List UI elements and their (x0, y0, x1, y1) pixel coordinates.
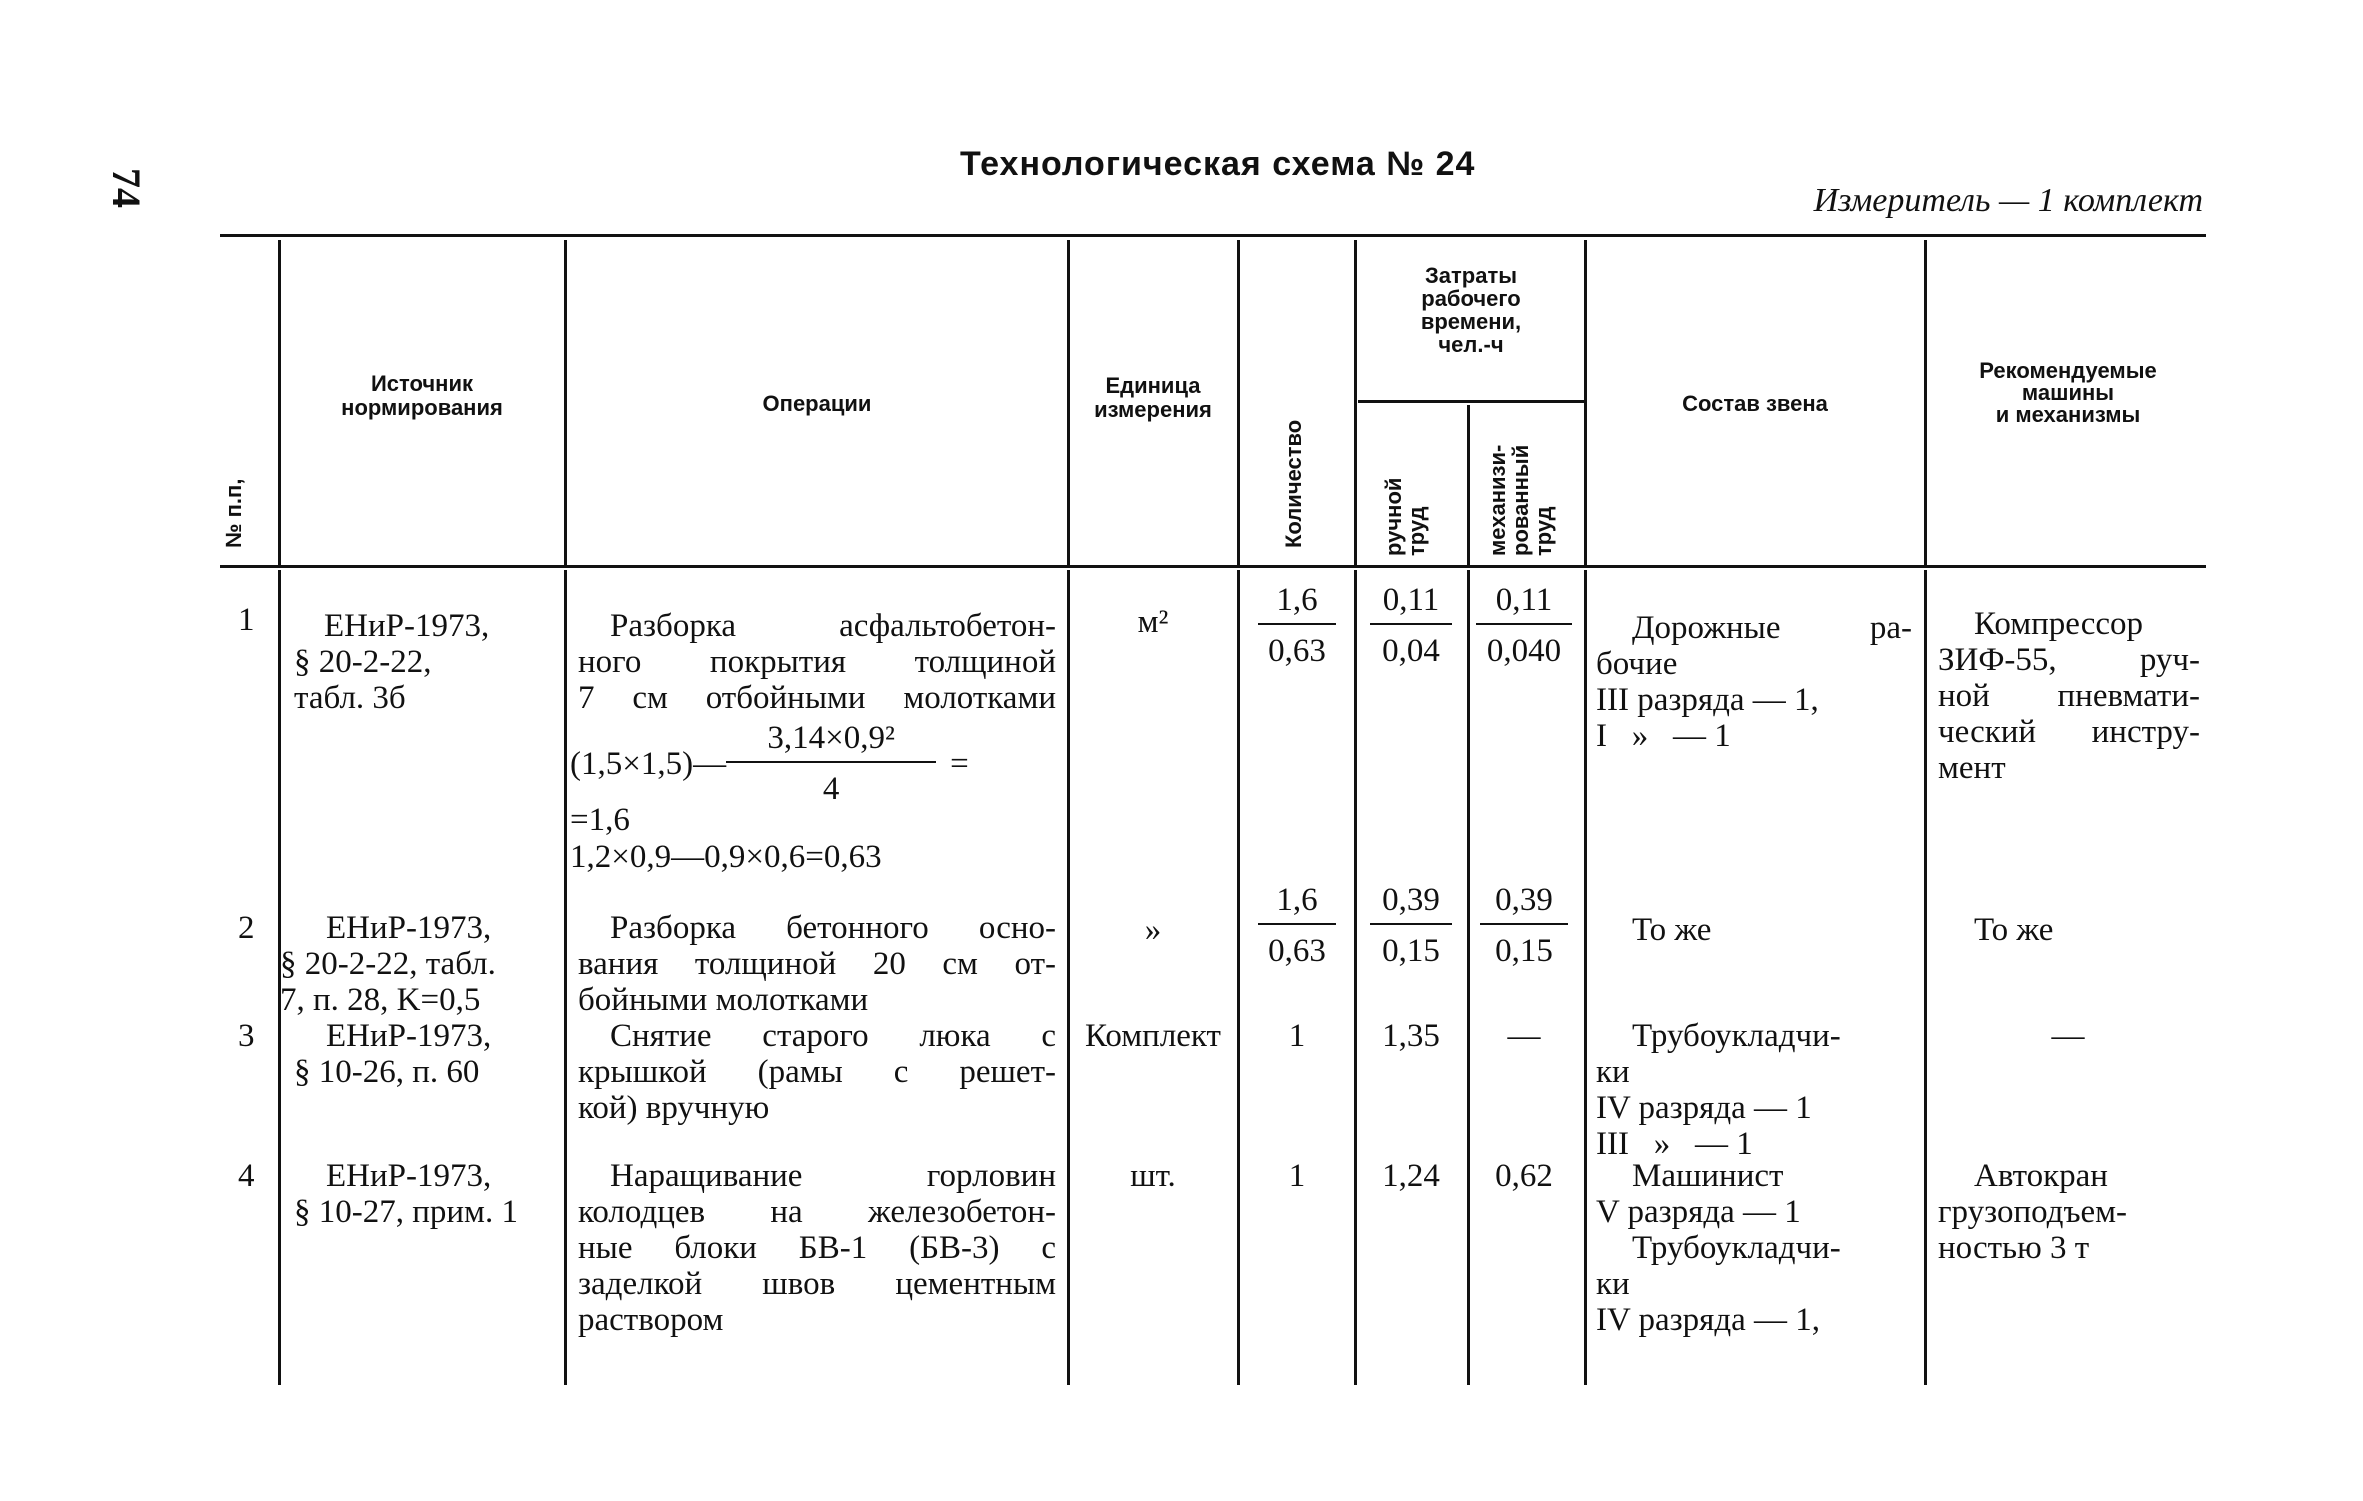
formula-result: =1,6 (570, 802, 630, 838)
header-manual: ручной труд (1381, 477, 1430, 556)
col-sep (1237, 570, 1240, 1385)
col-sep (1354, 570, 1357, 1385)
row2-operation: Разборка бетонного осно- вания толщиной 20 см от- бойными молотками (578, 910, 1056, 1018)
row1-num: 1 (238, 602, 255, 638)
formula-fraction: $\frac{\text{3,14×0,9²}}{4}$ (726, 720, 936, 808)
row4-manual: 1,24 (1382, 1158, 1440, 1194)
row3-quantity: 1 (1288, 1018, 1306, 1054)
table-top-rule (220, 234, 2206, 237)
row2-unit: » (1144, 912, 1162, 948)
row4-crew: Машинист V разряда — 1 Трубоукладчи- ки IV разряда — 1, (1596, 1158, 1841, 1338)
page-number: 74 (104, 168, 149, 208)
row4-quantity: 1 (1288, 1158, 1306, 1194)
col-sep (278, 240, 281, 565)
row4-operation: Наращивание горловин колодцев на железобетон- ные блоки БВ-1 (БВ-3) с заделкой швов цементным раствором (578, 1158, 1056, 1338)
row2-mechanized: $\frac{0,39}{0,15}$ (1480, 882, 1568, 970)
col-sep (1467, 570, 1470, 1385)
row4-source: ЕНиР-1973, § 10-27, прим. 1 (294, 1158, 518, 1230)
header-machines: Рекомендуемые машины и механизмы (1979, 358, 2157, 427)
header-num: № п.п, (221, 478, 246, 548)
page-title: Технологическая схема № 24 (960, 145, 1476, 183)
col-sep (1067, 240, 1070, 565)
row2-source: ЕНиР-1973, § 20-2-22, табл. 7, п. 28, K=0,5 (280, 910, 496, 1018)
formula-second: 1,2×0,9—0,9×0,6=0,63 (570, 839, 882, 875)
formula-left: (1,5×1,5)— (570, 745, 727, 782)
col-sep (1584, 240, 1587, 565)
row2-machines: То же (1974, 912, 2054, 948)
header-source: Источник нормирования (341, 371, 503, 421)
formula-eq: = (950, 745, 969, 782)
col-sep (564, 570, 567, 1385)
col-sep (1467, 405, 1470, 565)
row1-operation: Разборка асфальтобетон- ного покрытия толщиной 7 см отбойными молотками (578, 608, 1056, 716)
col-sep (1354, 240, 1357, 565)
header-operations: Операции (762, 391, 872, 416)
header-crew: Состав звена (1682, 391, 1828, 416)
header-unit: Единица измерения (1094, 373, 1212, 423)
row3-operation: Снятие старого люка с крышкой (рамы с решет- кой) вручную (578, 1018, 1056, 1126)
row1-quantity: $\frac{1,6}{0,63}$ (1258, 582, 1336, 670)
row1-source: ЕНиР-1973, § 20-2-22, табл. 3б (294, 608, 490, 716)
labor-subheader-rule (1358, 400, 1586, 403)
row1-unit: м² (1137, 604, 1169, 640)
row4-unit: шт. (1130, 1158, 1176, 1194)
col-sep (564, 240, 567, 565)
col-sep (1924, 570, 1927, 1385)
row1-crew: Дорожные ра- бочие III разряда — 1, I » — 1 (1596, 610, 1912, 754)
row3-mechanized: — (1507, 1018, 1541, 1054)
table-header-rule (220, 565, 2206, 568)
row1-mechanized: $\frac{0,11}{0,040}$ (1476, 582, 1572, 670)
unit-note: Измеритель — 1 комплект (1813, 182, 2203, 219)
col-sep (1237, 240, 1240, 565)
row1-manual: $\frac{0,11}{0,04}$ (1370, 582, 1452, 670)
row4-mechanized: 0,62 (1495, 1158, 1553, 1194)
col-sep (1924, 240, 1927, 565)
row3-unit: Комплект (1085, 1018, 1221, 1054)
row2-crew: То же (1632, 912, 1712, 948)
row4-machines: Автокран грузоподъем- ностью 3 т (1938, 1158, 2128, 1266)
row1-formula (570, 720, 1050, 876)
header-quantity: Количество (1281, 419, 1306, 548)
row4-num: 4 (238, 1158, 255, 1194)
col-sep (1584, 570, 1587, 1385)
row2-num: 2 (238, 910, 255, 946)
row1-machines: Компрессор ЗИФ-55, руч- ной пневмати- ческий инстру- мент (1938, 606, 2200, 786)
row2-quantity: $\frac{1,6}{0,63}$ (1258, 882, 1336, 970)
row3-manual: 1,35 (1382, 1018, 1440, 1054)
col-sep (1067, 570, 1070, 1385)
row2-manual: $\frac{0,39}{0,15}$ (1370, 882, 1452, 970)
header-mechanized: механизи- рованный труд (1485, 444, 1557, 556)
row3-crew: Трубоукладчи- ки IV разряда — 1 III » — 1 (1596, 1018, 1841, 1162)
row3-machines: — (2051, 1018, 2085, 1054)
header-labor: Затраты рабочего времени, чел.-ч (1420, 263, 1522, 358)
row3-num: 3 (238, 1018, 255, 1054)
row3-source: ЕНиР-1973, § 10-26, п. 60 (294, 1018, 492, 1090)
